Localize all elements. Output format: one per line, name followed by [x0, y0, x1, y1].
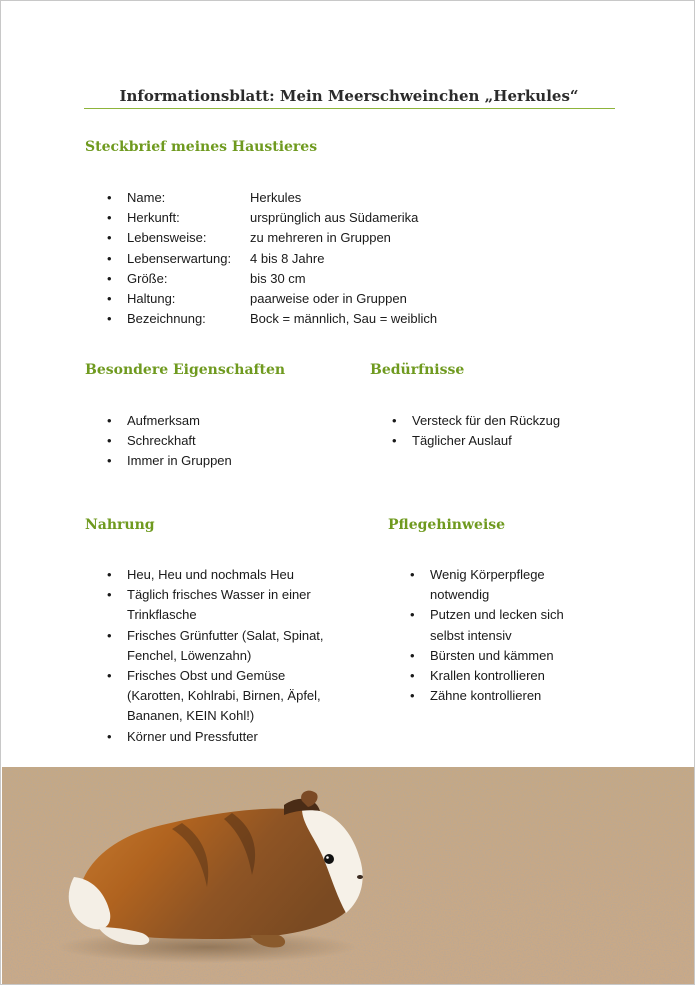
profile-key: Größe:	[127, 270, 168, 286]
profile-item	[107, 228, 527, 248]
profile-value: ursprünglich aus Südamerika	[250, 210, 419, 226]
profile-value: zu mehreren in Gruppen	[250, 230, 391, 246]
needs-list	[392, 411, 622, 451]
profile-list	[107, 188, 527, 329]
food-item: • Körner und Pressfutter	[107, 727, 339, 747]
needs-item: • Versteck für den Rückzug	[392, 411, 622, 431]
needs-item: • Täglicher Auslauf	[392, 431, 622, 451]
profile-value: paarweise oder in Gruppen	[250, 291, 407, 307]
care-item: • Putzen und lecken sich selbst intensiv	[410, 605, 575, 645]
profile-key: Haltung:	[127, 291, 176, 307]
heading-needs: Bedürfnisse	[370, 362, 465, 378]
profile-item	[107, 188, 527, 208]
guinea-pig-illustration	[2, 767, 695, 985]
profile-value: Bock = männlich, Sau = weiblich	[250, 311, 438, 327]
care-list	[410, 565, 575, 706]
traits-item: • Schreckhaft	[107, 431, 337, 451]
care-item: • Krallen kontrollieren	[410, 666, 575, 686]
food-item: • Täglich frisches Wasser in einer Trinkflasche	[107, 585, 339, 625]
profile-key: Bezeichnung:	[127, 311, 206, 327]
food-item: • Heu, Heu und nochmals Heu	[107, 565, 339, 585]
heading-food: Nahrung	[85, 517, 155, 533]
food-item: • Frisches Grünfutter (Salat, Spinat, Fenchel, Löwenzahn)	[107, 626, 339, 666]
profile-key: Name:	[127, 190, 166, 205]
guinea-pig-photo	[2, 767, 695, 985]
food-list	[107, 565, 339, 747]
profile-item	[107, 309, 527, 329]
page-title: Informationsblatt: Mein Meerschweinchen „Herkules“	[119, 87, 579, 105]
traits-list	[107, 411, 337, 472]
profile-item	[107, 208, 527, 228]
heading-profile: Steckbrief meines Haustieres	[85, 139, 318, 155]
heading-traits: Besondere Eigenschaften	[85, 362, 286, 378]
profile-value: bis 30 cm	[250, 270, 306, 286]
profile-key: Herkunft:	[127, 210, 180, 226]
profile-value: Herkules	[250, 190, 302, 205]
profile-value: 4 bis 8 Jahre	[250, 250, 325, 266]
food-item: • Frisches Obst und Gemüse (Karotten, Kohlrabi, Birnen, Äpfel, Bananen, KEIN Kohl!)	[107, 666, 339, 727]
care-item: • Wenig Körperpflege notwendig	[410, 565, 575, 605]
profile-item	[107, 269, 527, 289]
profile-key: Lebenserwartung:	[127, 250, 232, 266]
heading-care: Pflegehinweise	[388, 517, 506, 533]
title-underline	[84, 108, 615, 109]
traits-item: • Immer in Gruppen	[107, 451, 337, 471]
traits-item: • Aufmerksam	[107, 411, 337, 431]
profile-item	[107, 289, 527, 309]
profile-key: Lebensweise:	[127, 230, 207, 246]
profile-item	[107, 249, 527, 269]
care-item: • Zähne kontrollieren	[410, 686, 575, 706]
care-item: • Bürsten und kämmen	[410, 646, 575, 666]
